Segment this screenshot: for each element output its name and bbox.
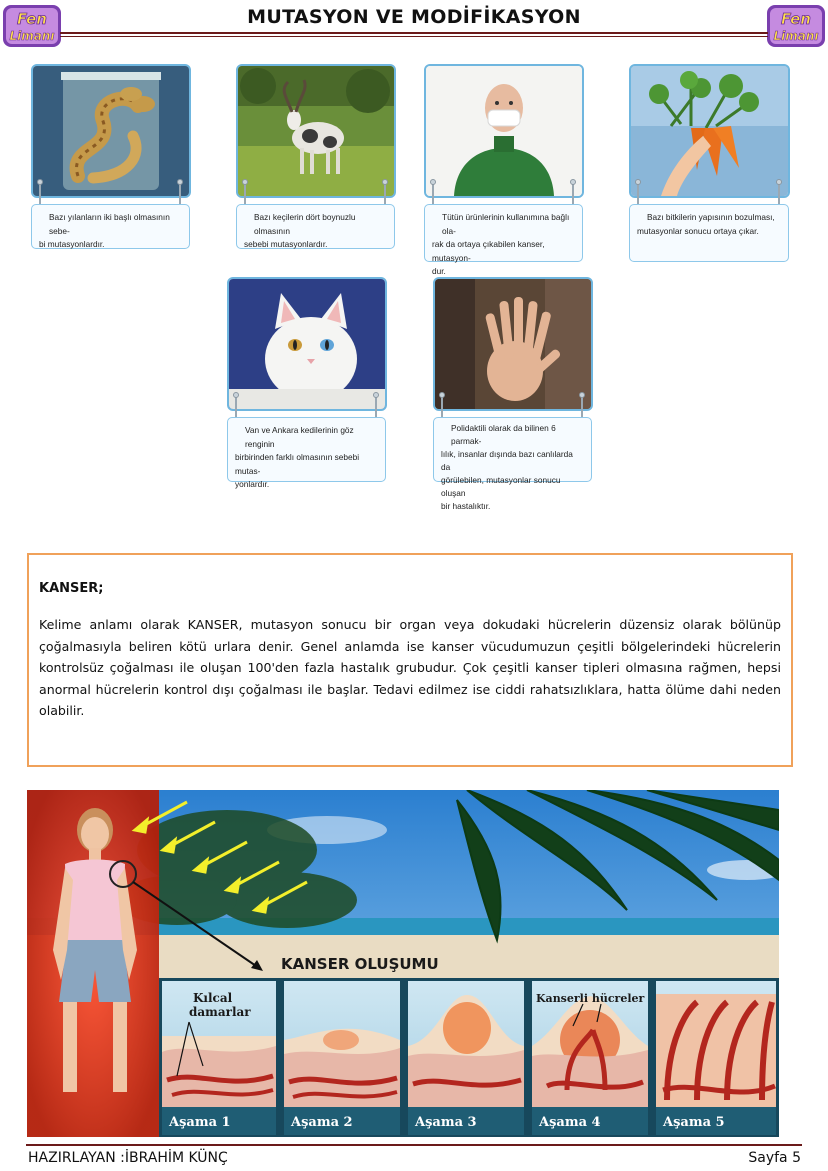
van-cat-image <box>227 277 387 411</box>
caption-line: rak da ortaya çıkabilen kanser, mutasyon- <box>432 239 545 263</box>
header-rule-thin <box>60 36 768 37</box>
kanser-heading: KANSER; <box>39 581 104 596</box>
cancer-formation-illustration <box>27 790 779 1137</box>
logo-text-limani: Limanı <box>9 29 55 43</box>
caption-line: bi mutasyonlardır. <box>39 239 105 249</box>
caption-line: Bazı yılanların iki başlı olmasının sebe- <box>49 212 170 236</box>
caption-box <box>227 417 386 489</box>
illustration-title: KANSER OLUŞUMU <box>281 955 439 973</box>
label-cancer-cells: Kanserli hücreler <box>536 992 645 1005</box>
stage-panel-4 <box>532 981 648 1135</box>
caption-line: sebebi mutasyonlardır. <box>244 239 328 249</box>
stage-label: Aşama 3 <box>415 1115 477 1130</box>
caption-line: birbirinden farklı olmasının sebebi mutas- <box>235 452 360 476</box>
caption-line: Bazı keçilerin dört boynuzlu olmasının <box>254 212 356 236</box>
stage-label: Aşama 5 <box>663 1115 725 1130</box>
page-title: MUTASYON VE MODİFİKASYON <box>247 6 581 28</box>
kanser-paragraph: Kelime anlamı olarak KANSER, mutasyon sonucu bir organ veya dokudaki hücrelerin düzensiz olarak bölünüp çoğalmasıyla beliren kötü urlara denir. Genel anlamda ise kanser vücudumuzun çeşitli bölgelerindeki hücrelerin kontrolsüz çoğalması ile oluşan 100'den fazla hastalık grubudur. Çok çeşitli kanser tipleri olmasına rağmen, hepsi anormal hücrelerin kontrol dışı çoğalması ile başlar. Tedavi edilmez ise ciddi rahatsızlıklara, hatta ölüme dahi neden olabilir. <box>39 617 781 718</box>
caption-box <box>433 417 592 511</box>
caption-line: yonlardır. <box>235 479 270 489</box>
carrots-hand-image <box>629 64 790 198</box>
caption-line: Bazı bitkilerin yapısının bozulması, <box>647 212 775 222</box>
stage-label: Aşama 1 <box>169 1115 231 1130</box>
caption-line: Van ve Ankara kedilerinin göz renginin <box>245 425 354 449</box>
caption-line: dur. <box>432 266 446 276</box>
label-capillaries-line1: Kılcal <box>193 991 233 1005</box>
header-rule <box>60 32 768 34</box>
caption-line: bir hastalıktır. <box>441 501 491 511</box>
caption-box <box>424 204 583 276</box>
footer-rule <box>26 1144 802 1146</box>
snake-in-jar-image <box>31 64 191 198</box>
fen-limani-logo-right <box>766 4 826 48</box>
logo-text-fen: Fen <box>17 10 47 28</box>
four-horned-goat-image <box>236 64 396 198</box>
caption-line: lılık, insanlar dışında bazı canlılarda da <box>441 449 573 472</box>
caption-box <box>236 204 395 249</box>
caption-box <box>31 204 190 249</box>
kanser-info-box <box>27 553 793 767</box>
caption-line: Polidaktili olarak da bilinen 6 parmak- <box>451 423 556 446</box>
page-number: Sayfa 5 <box>748 1150 801 1166</box>
stage-panel-3 <box>408 981 524 1135</box>
man-with-mask-image <box>424 64 584 198</box>
author-credit: HAZIRLAYAN :İBRAHİM KÜNÇ <box>28 1150 228 1166</box>
stage-panel-2 <box>284 981 400 1135</box>
stage-label: Aşama 4 <box>539 1115 601 1130</box>
six-finger-hand-image <box>433 277 593 411</box>
logo-text-fen: Fen <box>781 10 811 28</box>
stage-panels <box>159 978 779 1137</box>
logo-text-limani: Limanı <box>773 29 819 43</box>
stage-panel-5 <box>656 981 776 1135</box>
label-capillaries-line2: damarlar <box>189 1005 251 1019</box>
caption-line: mutasyonlar sonucu ortaya çıkar. <box>637 225 759 236</box>
caption-line: görülebilen, mutasyonlar sonucu oluşan <box>441 475 561 498</box>
stage-label: Aşama 2 <box>291 1115 353 1130</box>
caption-line: Tütün ürünlerinin kullanımına bağlı ola- <box>442 212 570 236</box>
caption-box <box>629 204 789 262</box>
